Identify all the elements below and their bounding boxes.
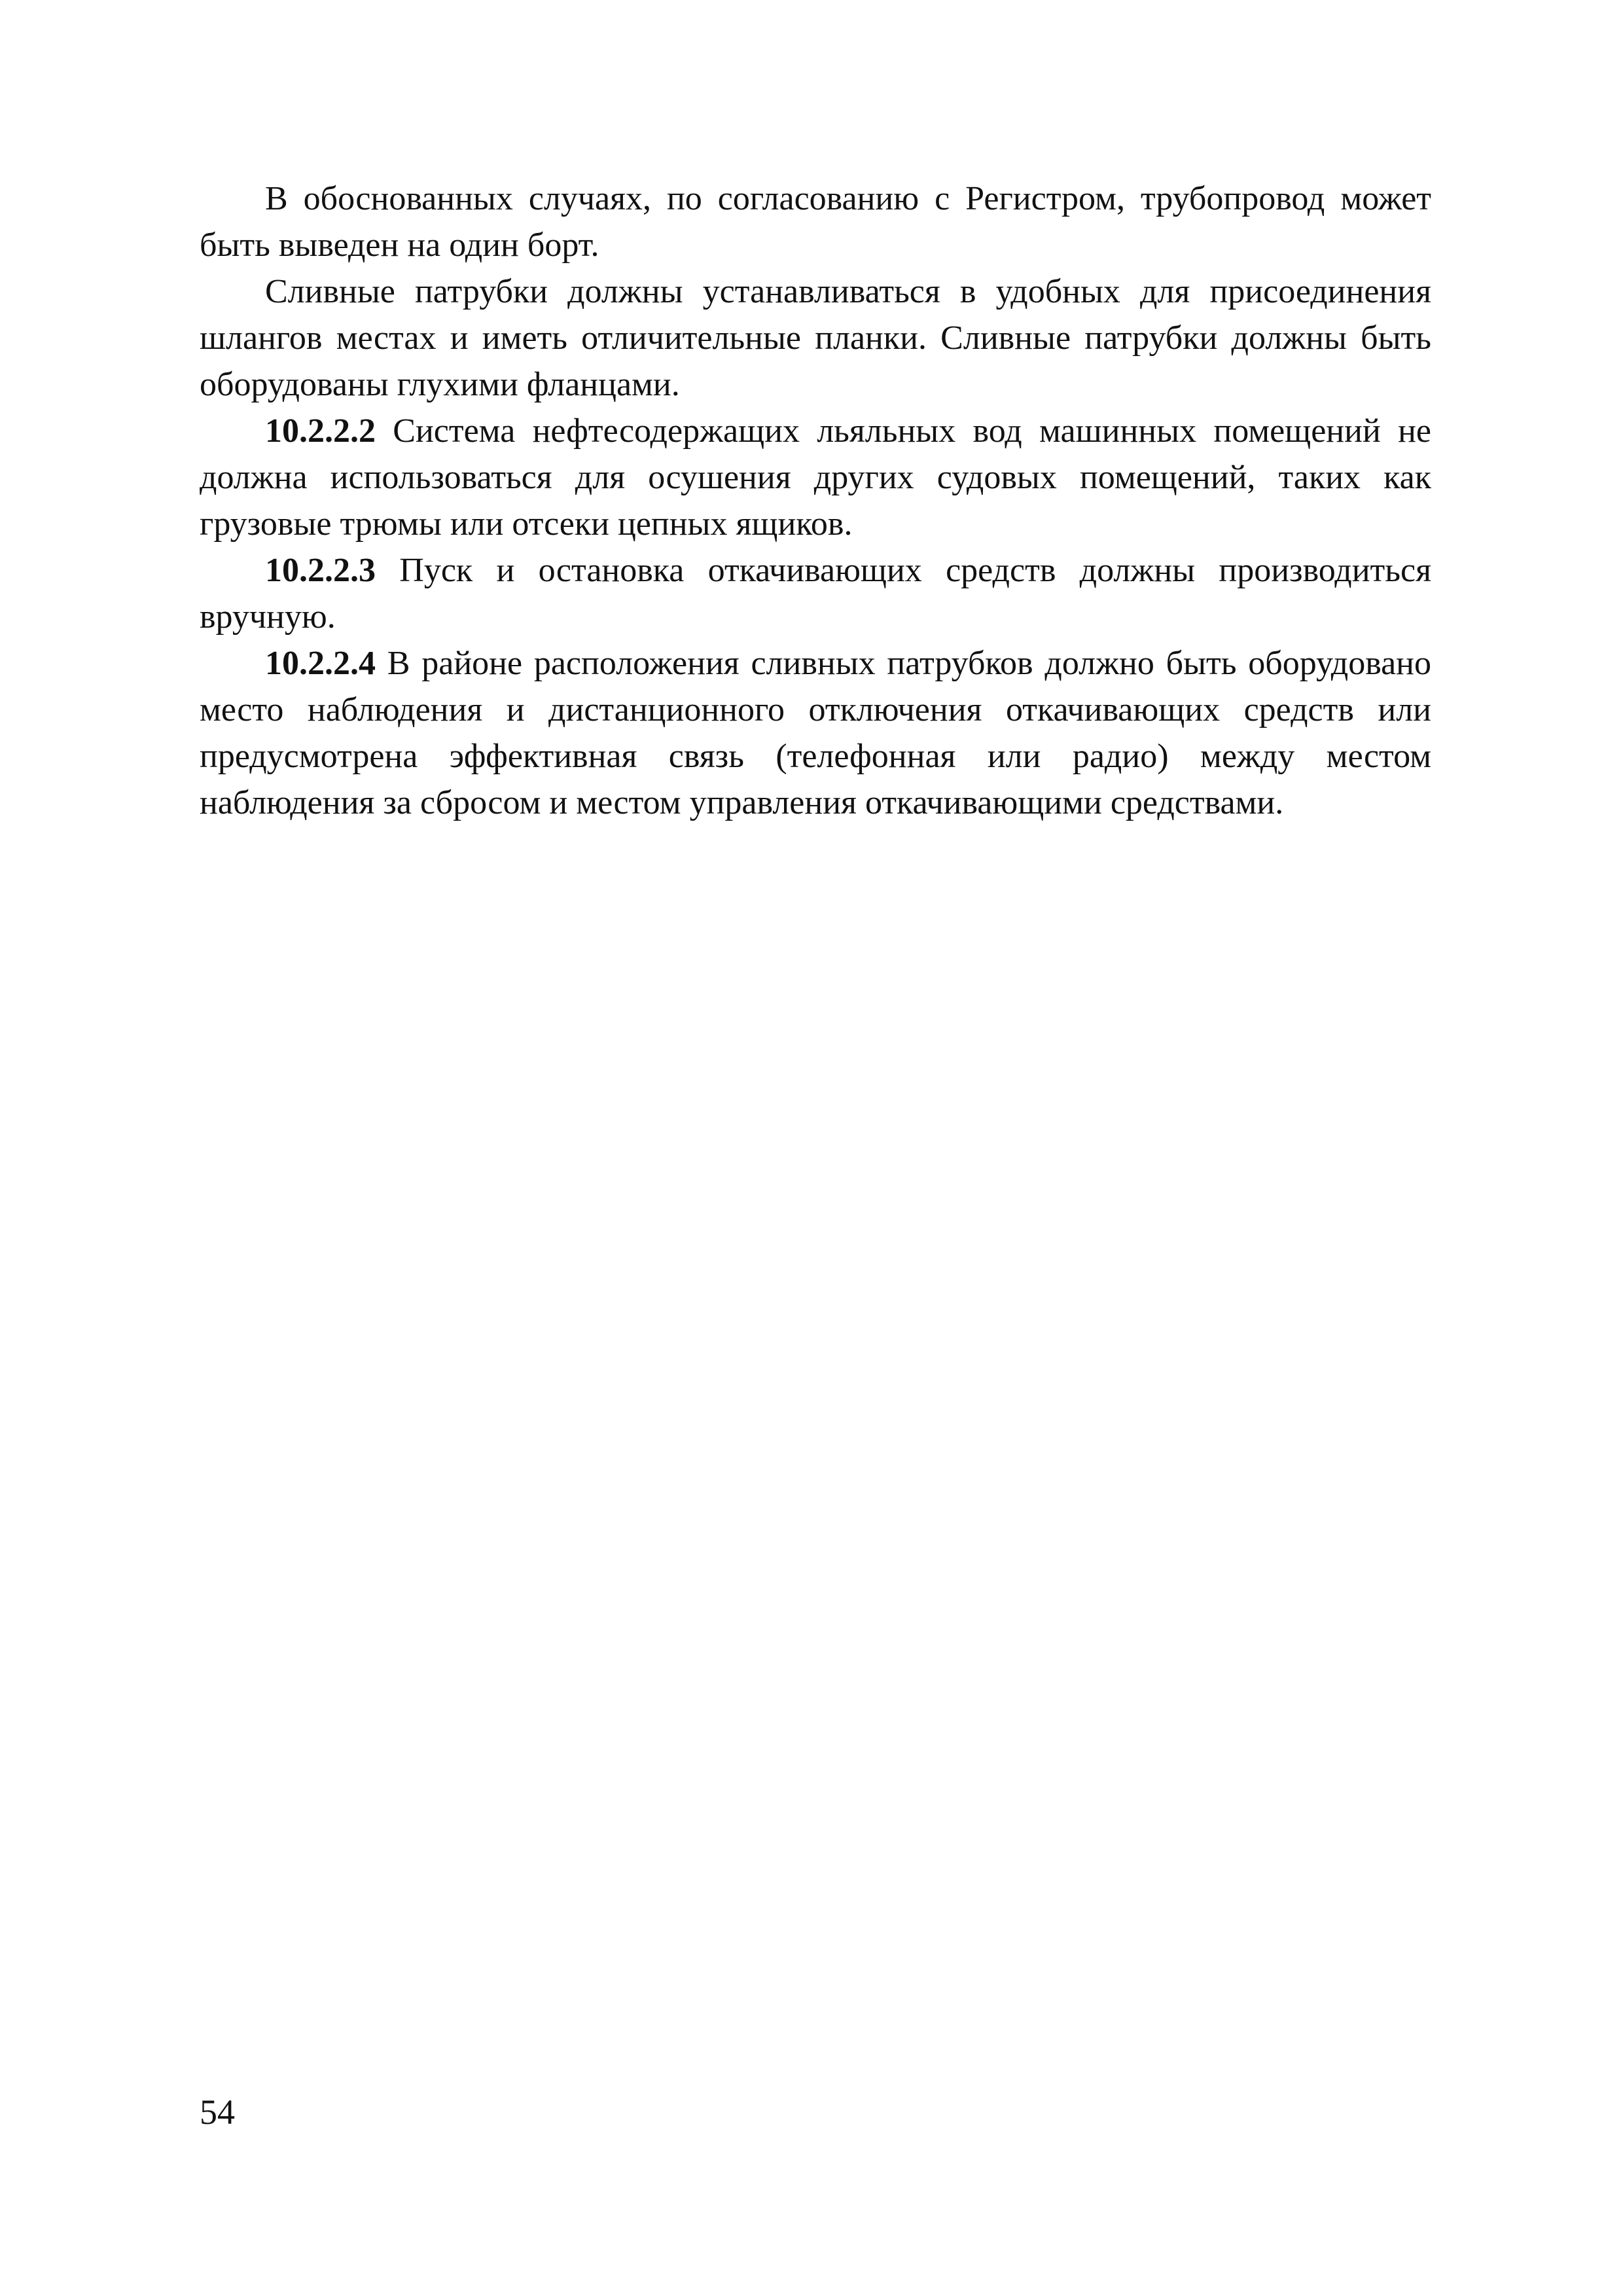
paragraph-text: В обоснованных случаях, по согласованию с Регистром, трубопровод может быть выведен на один борт. [200, 180, 1431, 264]
paragraph-drain-pipes [200, 268, 1431, 408]
clause-number: 10.2.2.3 [265, 552, 376, 589]
clause-number: 10.2.2.2 [265, 412, 376, 450]
clause-text: Пуск и остановка откачивающих средств должны производиться вручную. [200, 552, 1431, 636]
clause-text: Система нефтесодержащих льяльных вод машинных помещений не должна использоваться для осушения других судовых помещений, таких как грузовые трюмы или отсеки цепных ящиков. [200, 412, 1431, 543]
body-text [200, 175, 1431, 826]
clause-10-2-2-3 [200, 547, 1431, 640]
paragraph-registry-approval [200, 175, 1431, 268]
clause-number: 10.2.2.4 [265, 645, 376, 682]
page-number: 54 [200, 2092, 235, 2132]
clause-10-2-2-4 [200, 640, 1431, 826]
clause-10-2-2-2 [200, 408, 1431, 547]
paragraph-text: Сливные патрубки должны устанавливаться в удобных для присоединения шлангов местах и иметь отличительные планки. Сливные патрубки должны быть оборудованы глухими фланцами. [200, 273, 1431, 403]
clause-text: В районе расположения сливных патрубков должно быть оборудовано место наблюдения и дистанционного отключения откачивающих средств или предусмотрена эффективная связь (телефонная или радио) между местом наблюдения за сбросом и местом управления откачивающими средствами. [200, 645, 1431, 821]
